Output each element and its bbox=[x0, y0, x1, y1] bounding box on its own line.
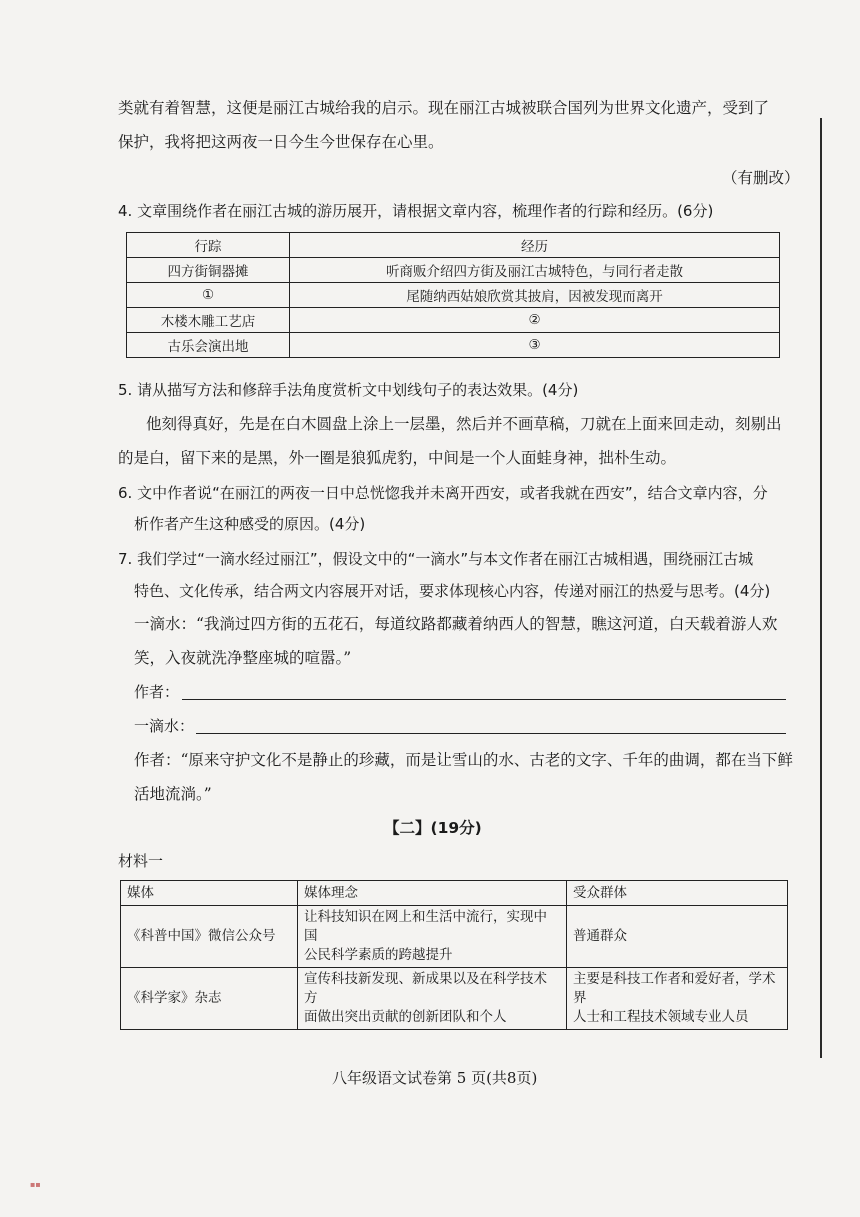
table-row bbox=[127, 333, 780, 358]
material-label: 材料一 bbox=[118, 852, 164, 870]
q6-line-1: 6. 文中作者说“在丽江的两夜一日中总恍惚我并未离开西安，或者我就在西安”，结合文章内容，分 bbox=[118, 484, 768, 502]
drop-label: 一滴水： bbox=[134, 717, 195, 735]
table-cell: 《科学家》杂志 bbox=[121, 968, 298, 1030]
scan-mark-icon: ▪▪ bbox=[30, 1180, 41, 1189]
q5-quote-line-1: 他刻得真好，先是在白木圆盘上涂上一层墨，然后并不画草稿，刀就在上面来回走动，刻剔出 bbox=[146, 415, 782, 433]
table-header-row bbox=[127, 233, 780, 258]
q5-quote-line-2: 的是白，留下来的是黑，外一圈是狼狐虎豹，中间是一个人面蛙身神，拙朴生动。 bbox=[118, 449, 677, 467]
margin-rule bbox=[820, 118, 822, 1058]
table-cell: 木楼木雕工艺店 bbox=[127, 308, 290, 333]
media-table bbox=[120, 880, 788, 1030]
q6-line-2: 析作者产生这种感受的原因。(4分) bbox=[134, 515, 366, 533]
table-row bbox=[121, 968, 788, 1030]
table-cell bbox=[567, 906, 788, 968]
passage-line-1: 类就有着智慧，这便是丽江古城给我的启示。现在丽江古城被联合国列为世界文化遗产，受到了 bbox=[118, 99, 770, 117]
cell-line: 面做出突出贡献的创新团队和个人 bbox=[304, 1009, 507, 1025]
header-cell: 媒体 bbox=[121, 881, 298, 906]
author-label: 作者： bbox=[134, 683, 180, 701]
header-cell: 受众群体 bbox=[567, 881, 788, 906]
header-cell: 行踪 bbox=[127, 233, 290, 258]
table-cell: 尾随纳西姑娘欣赏其披肩，因被发现而离开 bbox=[290, 283, 780, 308]
table-row bbox=[127, 283, 780, 308]
q4-table bbox=[126, 232, 780, 358]
table-cell: 古乐会演出地 bbox=[127, 333, 290, 358]
cell-line: 普通群众 bbox=[573, 928, 627, 944]
table-cell: 听商贩介绍四方街及丽江古城特色，与同行者走散 bbox=[290, 258, 780, 283]
q7-line-1: 7. 我们学过“一滴水经过丽江”，假设文中的“一滴水”与本文作者在丽江古城相遇，围绕丽江古城 bbox=[118, 550, 754, 568]
table-row bbox=[121, 906, 788, 968]
passage-line-2: 保护，我将把这两夜一日今生今世保存在心里。 bbox=[118, 133, 444, 151]
source-note: （有删改） bbox=[722, 169, 800, 187]
header-cell: 经历 bbox=[290, 233, 780, 258]
header-cell: 媒体理念 bbox=[298, 881, 567, 906]
drop-dialogue-line-1: 一滴水：“我淌过四方街的五花石，每道纹路都藏着纳西人的智慧，瞧这河道，白天载着游人欢 bbox=[134, 615, 778, 633]
table-header-row bbox=[121, 881, 788, 906]
table-cell bbox=[567, 968, 788, 1030]
cell-line: 人士和工程技术领域专业人员 bbox=[573, 1009, 749, 1025]
author-dialogue-line-2: 活地流淌。” bbox=[134, 785, 212, 803]
table-cell bbox=[298, 968, 567, 1030]
drop-answer-line[interactable] bbox=[196, 733, 786, 734]
cell-line: 主要是科技工作者和爱好者，学术界 bbox=[573, 971, 776, 1006]
drop-dialogue-line-2: 笑，入夜就洗净整座城的喧嚣。” bbox=[134, 649, 352, 667]
table-cell: ② bbox=[290, 308, 780, 333]
page-footer: 八年级语文试卷第 5 页(共8页) bbox=[332, 1069, 538, 1087]
table-cell bbox=[298, 906, 567, 968]
q5-prompt: 5. 请从描写方法和修辞手法角度赏析文中划线句子的表达效果。(4分) bbox=[118, 381, 579, 399]
author-answer-line[interactable] bbox=[182, 699, 786, 700]
q4-prompt: 4. 文章围绕作者在丽江古城的游历展开，请根据文章内容，梳理作者的行踪和经历。(6分) bbox=[118, 202, 714, 220]
author-dialogue-line-1: 作者：“原来守护文化不是静止的珍藏，而是让雪山的水、古老的文字、千年的曲调，都在当下鲜 bbox=[134, 751, 793, 769]
section-heading: 【二】(19分) bbox=[384, 819, 482, 837]
table-cell: 四方街铜器摊 bbox=[127, 258, 290, 283]
table-row bbox=[127, 308, 780, 333]
table-cell: 《科普中国》微信公众号 bbox=[121, 906, 298, 968]
table-cell: ① bbox=[127, 283, 290, 308]
q7-line-2: 特色、文化传承，结合两文内容展开对话，要求体现核心内容，传递对丽江的热爱与思考。(4分) bbox=[134, 582, 771, 600]
table-row bbox=[127, 258, 780, 283]
cell-line: 公民科学素质的跨越提升 bbox=[304, 947, 453, 963]
cell-line: 宣传科技新发现、新成果以及在科学技术方 bbox=[304, 971, 547, 1006]
table-cell: ③ bbox=[290, 333, 780, 358]
cell-line: 让科技知识在网上和生活中流行，实现中国 bbox=[304, 909, 547, 944]
